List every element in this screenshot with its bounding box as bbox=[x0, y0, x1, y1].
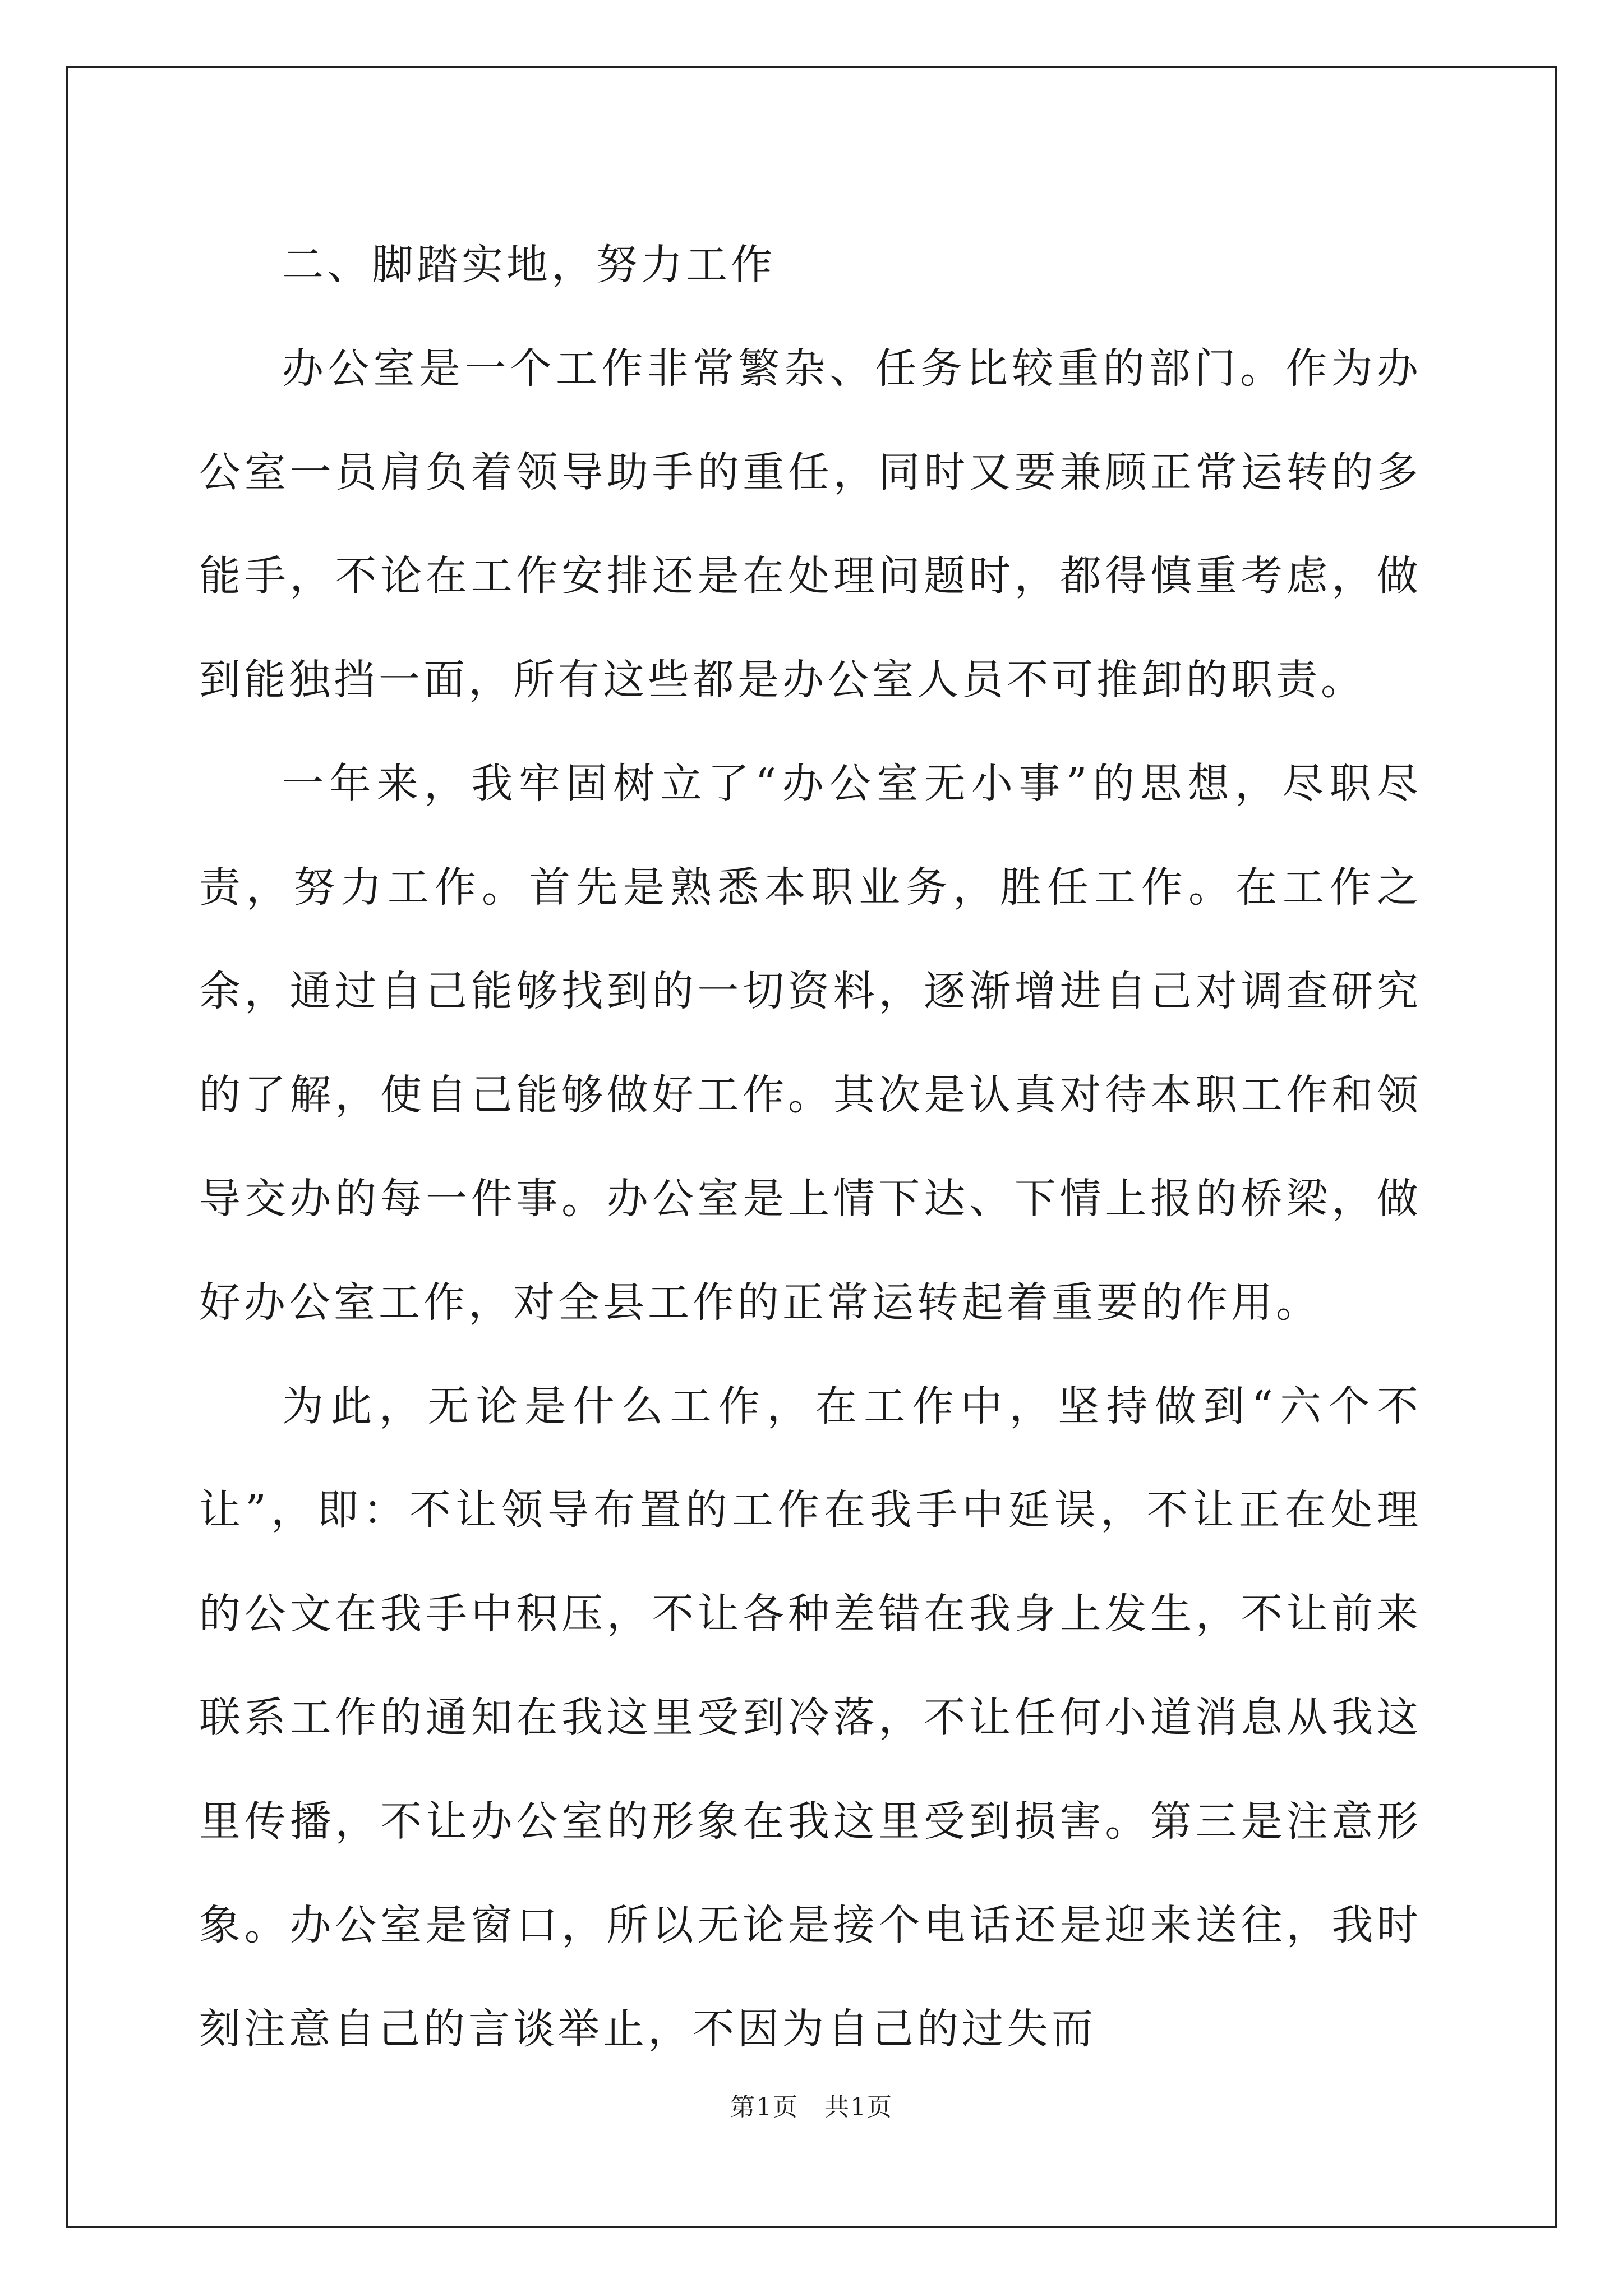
paragraph-3: 为此，无论是什么工作，在工作中，坚持做到“六个不让”，即：不让领导布置的工作在我手中延误，不让正在处理的公文在我手中积压，不让各种差错在我身上发生，不让前来联系工作的通知在我这里受到冷落，不让任何小道消息从我这里传播，不让办公室的形象在我这里受到损害。第三是注意形象。办公室是窗口，所以无论是接个电话还是迎来送往，我时刻注意自己的言谈举止，不因为自己的过失而 bbox=[199, 1382, 1422, 2053]
page-footer: 第1页 共1页 bbox=[730, 2093, 893, 2122]
paragraph-2: 一年来，我牢固树立了“办公室无小事”的思想，尽职尽责，努力工作。首先是熟悉本职业务，胜任工作。在工作之余，通过自己能够找到的一切资料，逐渐增进自己对调查研究的了解，使自己能够做好工作。其次是认真对待本职工作和领导交办的每一件事。办公室是上情下达、下情上报的桥梁，做好办公室工作，对全县工作的正常运转起着重要的作用。 bbox=[199, 760, 1422, 1327]
section-heading: 二、脚踏实地，努力工作 bbox=[282, 241, 776, 289]
document-body bbox=[199, 213, 1422, 2081]
paragraph-1: 办公室是一个工作非常繁杂、任务比较重的部门。作为办公室一员肩负着领导助手的重任，同时又要兼顾正常运转的多能手，不论在工作安排还是在处理问题时，都得慎重考虑，做到能独挡一面，所有这些都是办公室人员不可推卸的职责。 bbox=[199, 344, 1422, 704]
